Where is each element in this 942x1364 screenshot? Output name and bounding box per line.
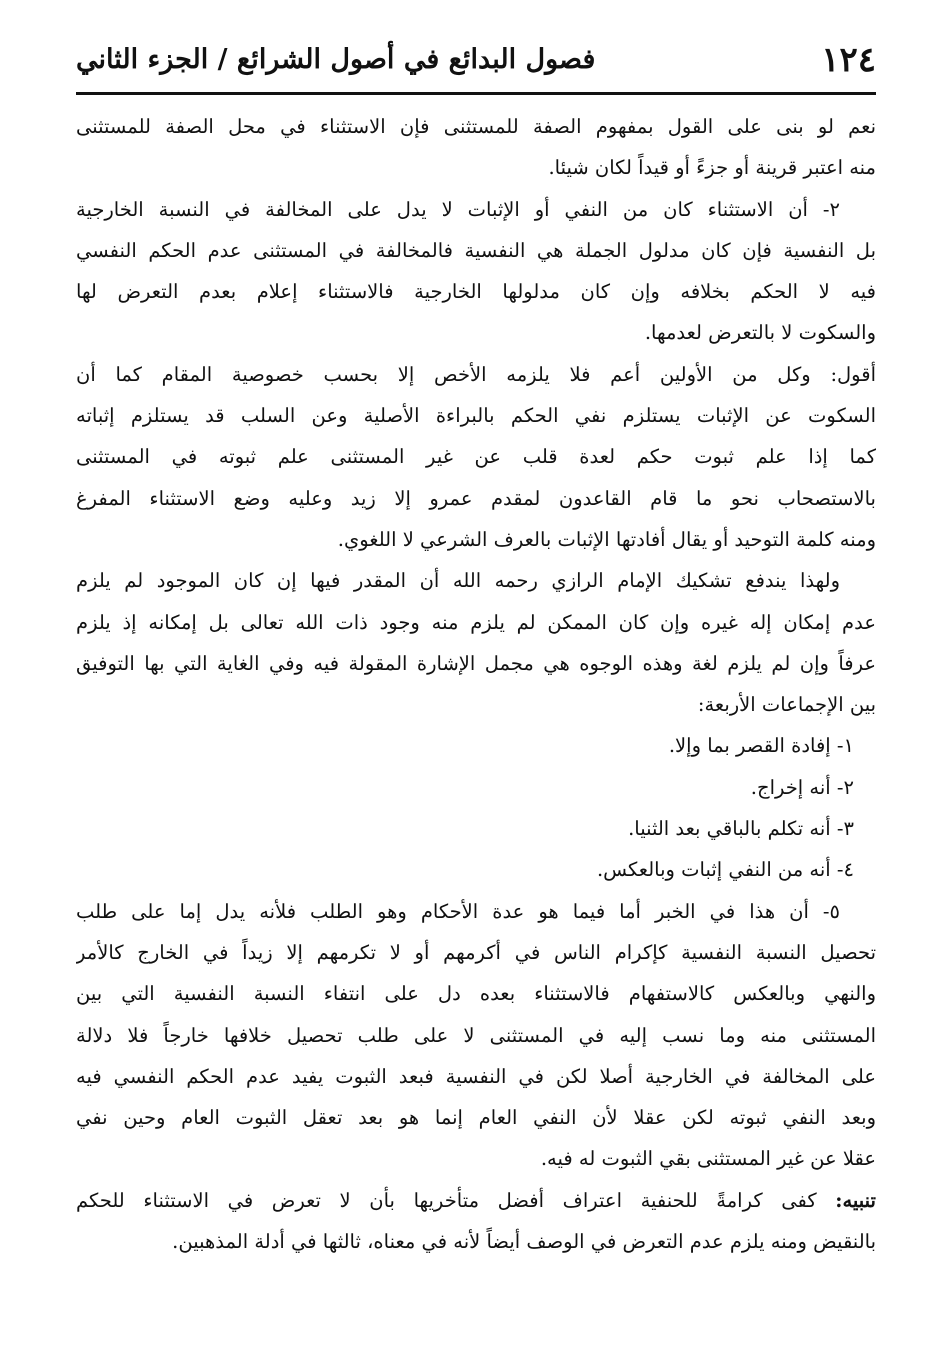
text-line: عدم إمكان إله غيره وإن كان الممكن لم يلزم منه وجود ذات الله تعالى بل إمكانه إذ يلزم (76, 610, 876, 634)
text-line: والنهي وبالعكس كالاستفهام فالاستثناء بعده دل على انتفاء النسبة النفسية التي بين (76, 982, 876, 1006)
lead-word-tanbih: تنبيه: (835, 1188, 876, 1212)
header-rule (76, 92, 876, 95)
text-line: تحصيل النسبة النفسية كإكرام الناس في أكرمهم أو لا تكرمهم إلا زيداً في الخارج كالأمر (76, 940, 876, 964)
text-line-aqul (76, 354, 876, 395)
text-line: كما إذا علم ثبوت حكم لعدة قلب عن غير المستثنى علم ثبوته في المستثنى (76, 445, 876, 469)
body-text (76, 106, 876, 1262)
text-line: عقلا عن غير المستثنى بقي الثبوت له فيه. (540, 1147, 876, 1171)
running-title: فصول البدائع في أصول الشرائع / الجزء الثاني (76, 44, 596, 75)
text-line: منه اعتبر قرينة أو جزءً أو قيداً لكان شيئا. (548, 156, 876, 180)
text-line: بالاستصحاب نحو ما قام القاعدون لمقدم عمرو إلا زيد وعليه وضع الاستثناء المفرغ (76, 486, 876, 510)
text-line: بين الإجماعات الأربعة: (697, 693, 876, 717)
text-line: ٥- أن هذا في الخبر أما فيما هو عدة الأحكام وهو الطلب فلأنه يدل إما على طلب (76, 899, 840, 923)
text-line: على المخالفة في الخارجية أصلا لكن في النفسية فبعد الثبوت يفيد عدم الحكم النفسي فيه (76, 1064, 876, 1088)
list-item: ٢- أنه إخراج. (750, 775, 854, 799)
text-line: بل النفسية فإن كان مدلول الجملة هي النفسية فالمخالفة في المستثنى عدم الحكم النفسي (76, 238, 876, 262)
text-line: عرفاً وإن لم يلزم لغة وهذه الوجوه هي مجمل الإشارة المقولة فيه وفي الغاية التي بها التوفيق (76, 651, 876, 675)
text-line: وبعد النفي ثبوته لكن عقلا لأن النفي العام إنما هو بعد تعقل الثبوت العام وحين نفي (76, 1106, 876, 1130)
lead-word-aqul: أقول: (830, 362, 876, 386)
text-line: ٢- أن الاستثناء كان من النفي أو الإثبات لا يدل على المخالفة في النسبة الخارجية (76, 197, 840, 221)
text-line: نعم لو بنى على القول بمفهوم الصفة للمستثنى فإن الاستثناء في محل الصفة للمستثنى (76, 115, 876, 138)
list-item: ٤- أنه من النفي إثبات وبالعكس. (596, 858, 854, 882)
text-line-tanbih (76, 1180, 876, 1221)
text-line: فيه لا الحكم بخلافه وإن كان مدلولها الخارجية فالاستثناء إعلام بعدم التعرض لها (76, 280, 876, 304)
text-line: السكوت عن الإثبات يستلزم نفي الحكم بالبراءة الأصلية وعن السلب قد يستلزم إثباته (76, 404, 876, 428)
text-line: المستثنى منه وما نسب إليه في المستثنى لا على طلب تحصيل خلافها خارجاً فلا دلالة (76, 1023, 876, 1047)
text-line: ولهذا يندفع تشكيك الإمام الرازي رحمه الله أن المقدر فيها إن كان الموجود لم يلزم (76, 569, 840, 593)
text-span: كفى كرامةً للحنفية اعتراف أفضل متأخريها بأن لا تعرض في الاستثناء للحكم (76, 1188, 817, 1212)
list-item: ٣- أنه تكلم بالباقي بعد الثنيا. (628, 817, 854, 841)
text-line: بالنقيض ومنه يلزم عدم التعرض في الوصف أيضاً لأنه في معناه، ثالثها في أدلة المذهبين. (172, 1230, 876, 1254)
text-line: ومنه كلمة التوحيد أو يقال أفادتها الإثبات بالعرف الشرعي لا اللغوي. (337, 527, 876, 551)
text-line: والسكوت لا بالتعرض لعدمها. (644, 321, 876, 345)
text-span: وكل من الأولين أعم فلا يلزمه الأخص إلا بحسب خصوصية المقام كما أن (76, 362, 811, 386)
page-number: ١٢٤ (821, 40, 876, 80)
list-item: ١- إفادة القصر بما وإلا. (668, 734, 854, 758)
page-header (76, 34, 876, 90)
